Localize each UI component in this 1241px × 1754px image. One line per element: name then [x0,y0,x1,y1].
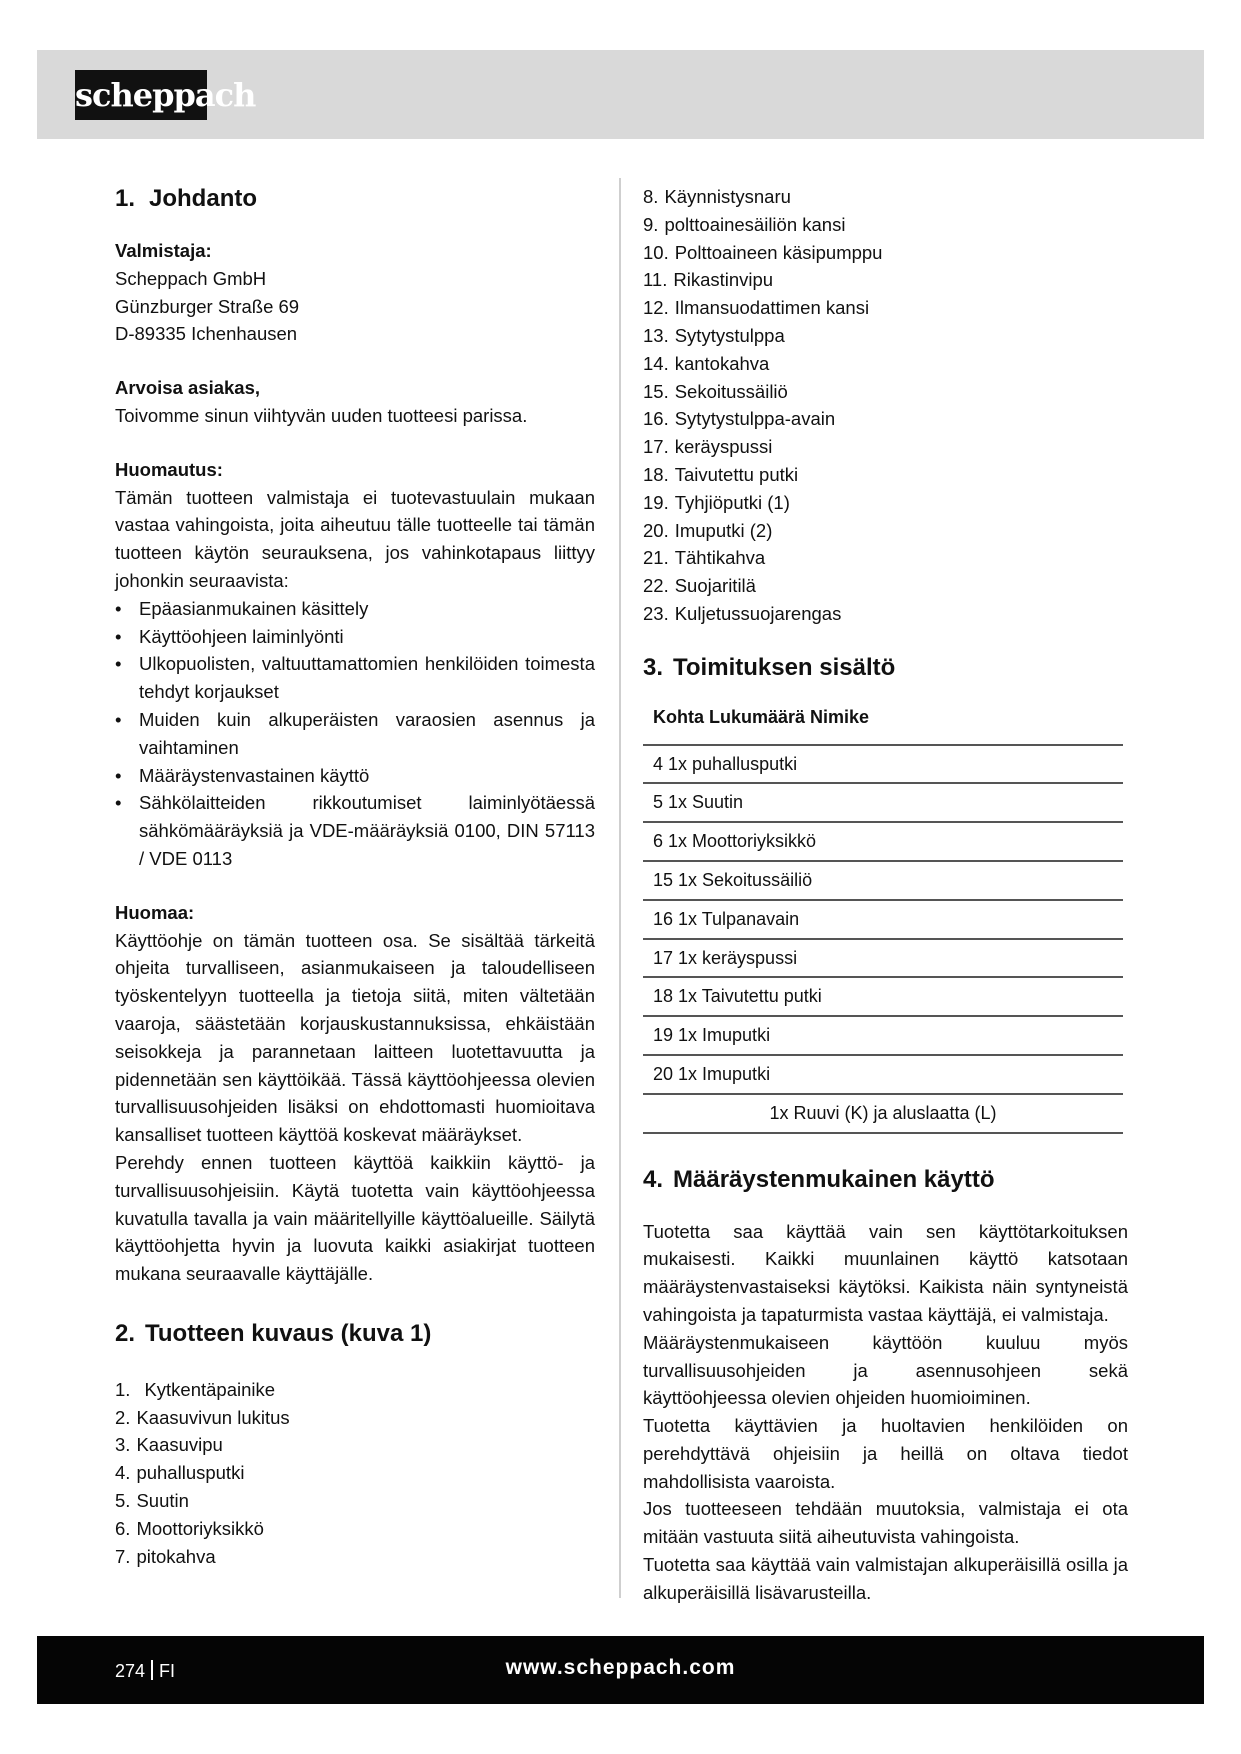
table-row: 1x Ruuvi (K) ja aluslaatta (L) [643,1094,1123,1133]
manufacturer-line: Scheppach GmbH [115,267,267,289]
note-label: Huomautus: [115,458,223,480]
page-number-value: 274 [115,1661,146,1681]
footer-band [37,1636,1204,1704]
right-column [643,183,1128,1607]
list-item: 14. kantokahva [643,352,770,374]
list-item: 17. keräyspussi [643,436,773,458]
section-4-heading [643,1164,1128,1196]
table-row: 20 1x Imuputki [643,1055,1123,1094]
list-item: 1. Kytkentäpainike [115,1378,276,1400]
list-item: • Käyttöohjeen laiminlyönti [115,623,595,651]
list-item: 11. Rikastinvipu [643,269,774,291]
parts-list [115,1376,595,1571]
table-row: 19 1x Imuputki [643,1016,1123,1055]
section-3-number: 3. [643,653,664,681]
manufacturer-line: Günzburger Straße 69 [115,295,300,317]
table-row: 15 1x Sekoitussäiliö [643,861,1123,900]
list-item: • Sähkölaitteiden rikkoutumiset laiminlyötäessä sähkömääräyksiä ja VDE-määräyksiä 0100, DIN 57113 / VDE 0113 [115,789,595,872]
list-item: 9. polttoainesäiliön kansi [643,213,846,235]
manufacturer-line: D-89335 Ichenhausen [115,323,298,345]
column-divider [619,178,621,1598]
remark-text: Perehdy ennen tuotteen käyttöä kaikkiin käyttö- ja turvallisuusohjeisiin. Käytä tuotetta vain käyttöohjeessa kuvatulla tavalla ja vain määritellyille käyttöalueille. Säilytä käyttöohjetta hyvin ja luovuta kaikki asiakirjat tuotteen mukana seuraavalle käyttäjälle. [115,1151,595,1285]
list-item: 2. Kaasuvivun lukitus [115,1406,290,1428]
list-item: 22. Suojaritilä [643,575,756,597]
list-item: 13. Sytytystulppa [643,324,785,346]
table-row: 5 1x Suutin [643,783,1123,822]
section-1-heading [115,183,595,215]
liability-list [115,595,595,873]
paragraph: Tuotetta käyttävien ja huoltavien henkilöiden on perehdyttävä ohjeisiin ja heillä on oltava tiedot mahdollisista vaaroista. [643,1415,1128,1492]
website-link[interactable]: www.scheppach.com [505,1656,736,1679]
table-row: 18 1x Taivutettu putki [643,977,1123,1016]
list-item: 7. pitokahva [115,1545,216,1567]
language-code: FI [159,1661,176,1681]
table-row: 4 1x puhallusputki [643,745,1123,784]
list-item: 4. puhallusputki [115,1462,245,1484]
list-item: 15. Sekoitussäiliö [643,380,788,402]
manufacturer-label: Valmistaja: [115,240,212,261]
delivery-table [643,704,1123,1134]
note-text: Tämän tuotteen valmistaja ei tuotevastuulain mukaan vastaa vahingoista, joita aiheutuu tälle tuotteelle tai tämän tuotteen käytön seurauksena, jos vahinkotapaus liittyy johonkin seuraavista: [115,486,595,591]
section-2-heading [115,1318,595,1350]
list-item: 6. Moottoriyksikkö [115,1517,264,1539]
section-2-title: Tuotteen kuvaus (kuva 1) [145,1319,432,1347]
list-item: 18. Taivutettu putki [643,463,799,485]
list-item: 8. Käynnistysnaru [643,186,791,207]
list-item: 23. Kuljetussuojarengas [643,602,842,624]
section-1-number: 1. [115,185,136,212]
list-item: 5. Suutin [115,1490,189,1512]
section-4-number: 4. [643,1165,664,1193]
list-item: 20. Imuputki (2) [643,519,773,541]
table-row: 6 1x Moottoriyksikkö [643,822,1123,861]
paragraph: Määräystenmukaiseen käyttöön kuuluu myös turvallisuusohjeiden ja asennusohjeen sekä käyttöohjeessa olevien ohjeiden huomioiminen. [643,1331,1128,1409]
list-item: • Ulkopuolisten, valtuuttamattomien henkilöiden toimesta tehdyt korjaukset [115,650,595,706]
header-band [37,50,1204,139]
table-row: 17 1x keräyspussi [643,939,1123,978]
list-item: • Epäasianmukainen käsittely [115,595,595,623]
section-3-heading [643,652,1128,684]
left-column [115,183,595,1570]
list-item: 19. Tyhjiöputki (1) [643,491,790,513]
list-item: 3. Kaasuvipu [115,1434,223,1456]
list-item: • Määräystenvastainen käyttö [115,762,595,790]
table-header: Kohta Lukumäärä Nimike [643,704,1123,745]
section-3-title: Toimituksen sisältö [673,653,896,681]
section-1-title: Johdanto [149,185,258,212]
list-item: 10. Polttoaineen käsipumppu [643,241,883,263]
greeting: Arvoisa asiakas, [115,377,261,399]
list-item: 16. Sytytystulppa-avain [643,408,836,430]
list-item: 12. Ilmansuodattimen kansi [643,297,870,319]
paragraph: Tuotetta saa käyttää vain valmistajan alkuperäisillä osilla ja alkuperäisillä lisävarusteilla. [643,1554,1128,1603]
greeting-text: Toivomme sinun viihtyvän uuden tuotteesi parissa. [115,404,528,426]
remark-label: Huomaa: [115,901,195,923]
list-item: • Muiden kuin alkuperäisten varaosien asennus ja vaihtaminen [115,706,595,762]
table-row: 16 1x Tulpanavain [643,900,1123,939]
paragraph: Jos tuotteeseen tehdään muutoksia, valmistaja ei ota mitään vastuuta siitä aiheutuvista vahingoista. [643,1498,1128,1548]
scheppach-logo: scheppach [75,70,207,120]
list-item: 21. Tähtikahva [643,547,766,569]
remark-text: Käyttöohje on tämän tuotteen osa. Se sisältää tärkeitä ohjeita turvalliseen, asianmukaiseen ja taloudelliseen työskentelyyn tuotteella ja tietoja siitä, miten vältetään vaaroja, säästetään korjauskustannuksissa, ehkäistään seisokkeja ja parannetaan laitteen luotettavuutta ja pidennetään sen käyttöikää. Tässä käyttöohjeessa olevien turvallisuusohjeiden lisäksi on ehdottomasti huomioitava kansalliset tuotteen käyttöä koskevat määräykset. [115,929,595,1146]
section-2-number: 2. [115,1319,136,1347]
section-4-title: Määräystenmukainen käyttö [673,1165,995,1193]
parts-list-continued [643,183,1128,628]
paragraph: Tuotetta saa käyttää vain sen käyttötarkoituksen mukaisesti. Kaikki muunlainen käyttö katsotaan määräystenvastaiseksi käytöksi. Kaikista näin syntyneistä vahingoista ja tapaturmista vastaa käyttäjä, ei valmistaja. [643,1220,1128,1325]
